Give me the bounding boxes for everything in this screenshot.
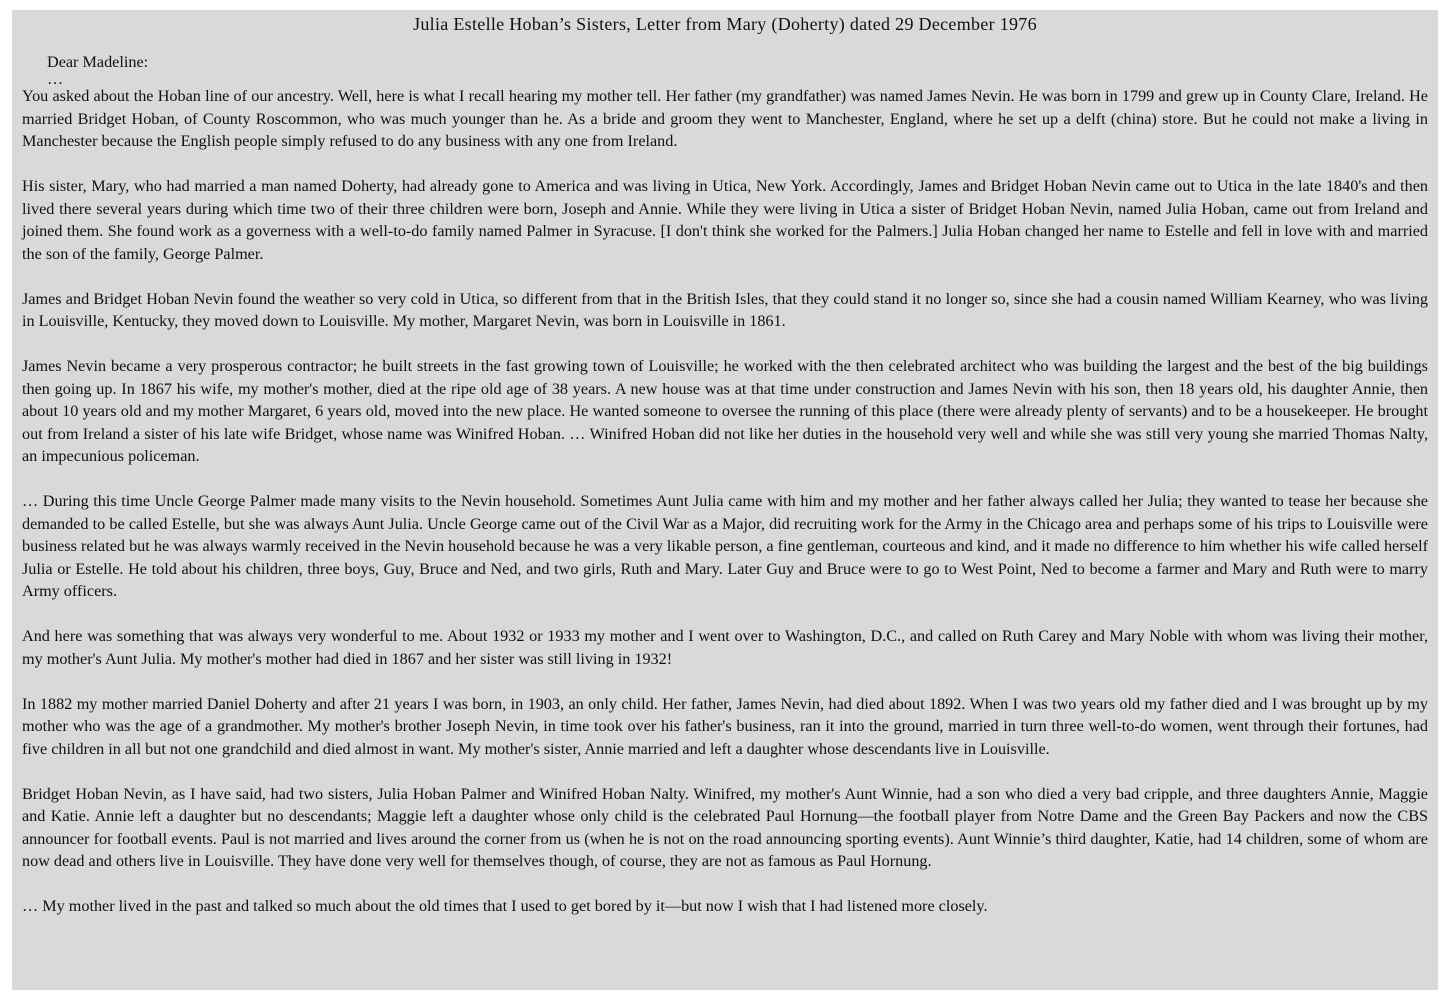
paragraph-washington-visit: And here was something that was always very wonderful to me. About 1932 or 1933 my mother and I went over to Washington, D.C., and called on Ruth Carey and Mary Noble with whom was living their mother, my mother's Aunt Julia. My mother's mother had died in 1867 and her sister was still living in 1932! [22,627,1428,668]
paragraph-louisville-move: James and Bridget Hoban Nevin found the weather so very cold in Utica, so different from that in the British Isles, that they could stand it no longer so, since she had a cousin named William Kearney, who was living in Louisville, Kentucky, they moved down to Louisville. My mother, Margaret Nevin, was born in Louisville in 1861. [22,289,1428,330]
paragraph-utica: His sister, Mary, who had married a man named Doherty, had already gone to America and was living in Utica, New York. Accordingly, James and Bridget Hoban Nevin came out to Utica in the late 1840's and then lived there several years during which time two of their three children were born, Joseph and Annie. While they were living in Utica a sister of Bridget Hoban Nevin, named Julia Hoban, came out from Ireland and joined them. She found work as a governess with a well-to-do family named Palmer in Syracuse. [I don't think she worked for the Palmers.] Julia Hoban changed her name to Estelle and fell in love with and married the son of the family, George Palmer. [22,177,1428,263]
paragraph-bridget-sisters: Bridget Hoban Nevin, as I have said, had two sisters, Julia Hoban Palmer and Winifred Hoban Nalty. Winifred, my mother's Aunt Winnie, had a son who died a very bad cripple, and three daughters Annie, Maggie and Katie. Annie left a daughter but no descendants; Maggie left a daughter whose only child is the celebrated Paul Hornung—the football player from Notre Dame and the Green Bay Packers and now the CBS announcer for football events. Paul is not married and lives around the corner from us (when he is not on the road announcing sporting events). Aunt Winnie’s third daughter, Katie, had 14 children, some of whom are now dead and others live in Louisville. They have done very well for themselves though, of course, they are not as famous as Paul Hornung. [22,784,1428,870]
paragraph-mary-childhood: In 1882 my mother married Daniel Doherty and after 21 years I was born, in 1903, an only child. Her father, James Nevin, had died about 1892. When I was two years old my father died and I was brought up by my mother who was the age of a grandmother. My mother's brother Joseph Nevin, in time took over his father's business, ran it into the ground, married in turn three well-to-do women, went through their fortunes, had five children in all but not one grandchild and died almost in want. My mother's sister, Annie married and left a daughter whose descendants live in Louisville. [22,694,1428,758]
paragraph-george-palmer-visits: … During this time Uncle George Palmer made many visits to the Nevin household. Sometimes Aunt Julia came with him and my mother and her father always called her Julia; they wanted to tease her because she demanded to be called Estelle, but she was always Aunt Julia. Uncle George came out of the Civil War as a Major, did recruiting work for the Army in the Chicago area and perhaps some of his trips to Louisville were business related but he was always warmly received in the Nevin household because he was a very likable person, a fine gentleman, courteous and kind, and it made no difference to him whether his wife called herself Julia or Estelle. He told about his children, three boys, Guy, Bruce and Ned, and two girls, Ruth and Mary. Later Guy and Bruce were to go to West Point, Ned to become a farmer and Mary and Ruth were to marry Army officers. [22,492,1428,600]
paragraph-james-nevin-contractor: James Nevin became a very prosperous contractor; he built streets in the fast growing town of Louisville; he worked with the then celebrated architect who was building the largest and the best of the big buildings then going up. In 1867 his wife, my mother's mother, died at the ripe old age of 38 years. A new house was at that time under construction and James Nevin with his son, then 18 years old, his daughter Annie, then about 10 years old and my mother Margaret, 6 years old, moved into the new place. He wanted someone to oversee the running of this place (there were already plenty of servants) and to be a housekeeper. He brought out from Ireland a sister of his late wife Bridget, whose name was Winifred Hoban. … Winifred Hoban did not like her duties in the household very well and while she was still very young she married Thomas Nalty, an impecunious policeman. [22,357,1428,465]
salutation: Dear Madeline: [47,53,149,71]
document-title: Julia Estelle Hoban’s Sisters, Letter from Mary (Doherty) dated 29 December 1976 [413,14,1037,34]
opening-ellipsis: … [47,70,64,88]
paragraph-hoban-line: You asked about the Hoban line of our ancestry. Well, here is what I recall hearing my mother tell. Her father (my grandfather) was named James Nevin. He was born in 1799 and grew up in County Clare, Ireland. He married Bridget Hoban, of County Roscommon, who was much younger than he. As a bride and groom they went to Manchester, England, where he set up a delft (china) store. But he could not make a living in Manchester because the English people simply refused to do any business with any one from Ireland. [22,87,1428,150]
letter-page [12,10,1438,990]
paragraph-closing: … My mother lived in the past and talked so much about the old times that I used to get bored by it—but now I wish that I had listened more closely. [22,897,988,915]
